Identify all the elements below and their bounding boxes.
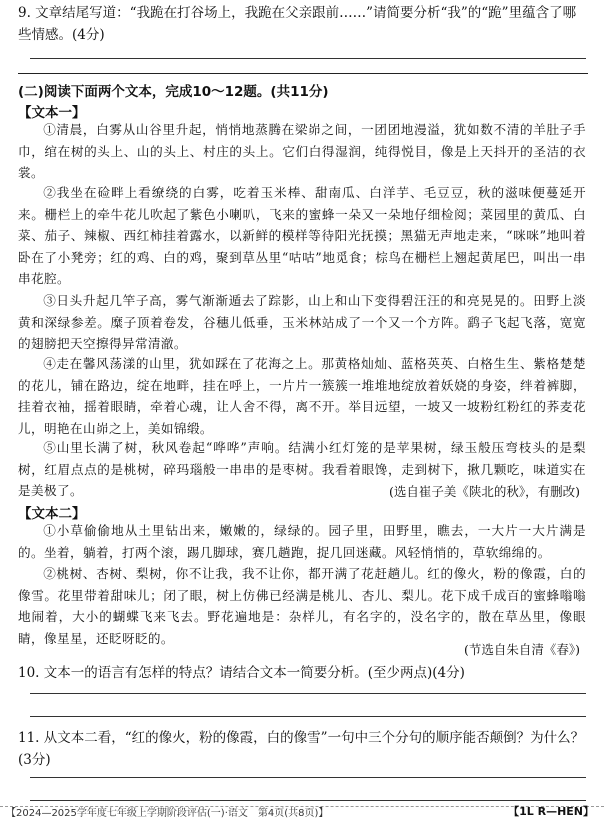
answer-line — [30, 716, 586, 717]
text-one-paragraph-1: ①清晨，白雾从山谷里升起，悄悄地蒸腾在梁峁之间，一团团地漫溢，犹如数不清的羊肚子手巾，绾在树的头上、山的头上、村庄的头上。它们白得湿润，纯得悦目，像是上天抖开的圣洁的衣裳。 — [18, 122, 586, 180]
text-one-paragraph-4: ④走在馨风荡漾的山里，犹如踩在了花海之上。那黄格灿灿、蓝格英英、白格生生、紫格楚楚的花儿，铺在路边，绽在地畔，挂在呼上，一片片一簇簇一堆堆地绽放着妖娆的身姿，绊着裤脚，挂着衣袖，摇着眼睛，牵着心魂，让人舍不得，离不开。举目远望，一坡又一坡粉红粉红的荞麦花儿，明艳在山峁之上，美如锦缎。 — [18, 356, 586, 436]
text-two-paragraph-1: ①小草偷偷地从土里钻出来，嫩嫩的，绿绿的。园子里，田野里，瞧去，一大片一大片满是的。坐着，躺着，打两个滚，踢几脚球，赛几趟跑，捉几回迷藏。风轻悄悄的，草软绵绵的。 — [18, 523, 586, 560]
answer-line — [30, 800, 586, 801]
answer-line — [30, 693, 586, 694]
footer-info: 【2024—2025学年度七年级上学期阶段评估(一)·语文 第4页(共8页)】 — [6, 808, 329, 819]
footer-code: 【1L R—HEN】 — [508, 805, 594, 818]
answer-line — [30, 58, 586, 59]
text-one-paragraph-3: ③日头升起几竿子高，雾气渐渐遁去了踪影，山上和山下变得碧汪汪的和亮晃晃的。田野上淡黄和深绿参差。糜子顶着卷发，谷穗儿低垂，玉米林站成了一个又一个方阵。鹞子飞起飞落，宽宽的翅膀把天空擦得异常清澈。 — [18, 293, 586, 351]
text-two-label: 【文本二】 — [18, 506, 86, 522]
text-one-paragraph-5: ⑤山里长满了树，秋风卷起“哗哗”声响。结满小红灯笼的是苹果树，绿玉般压弯枝头的是梨树，红眉点点的是桃树，碎玛瑙般一串串的是枣树。我看着眼馋，走到树下，揪几颗吃，味道实在是美极了。 — [18, 440, 586, 498]
divider — [18, 73, 588, 74]
text-two-source: (节选自朱自清《春》) — [463, 642, 580, 657]
page-footer — [0, 806, 604, 817]
section-title: (二)阅读下面两个文本，完成10～12题。(共11分) — [18, 84, 329, 100]
answer-line — [30, 777, 586, 778]
text-one-source: (选自崔子美《陕北的秋》，有删改) — [388, 484, 580, 499]
text-two-paragraph-2: ②桃树、杏树、梨树，你不让我，我不让你，都开满了花赶趟儿。红的像火，粉的像霞，白的像雪。花里带着甜味儿；闭了眼，树上仿佛已经满是桃儿、杏儿、梨儿。花下成千成百的蜜蜂嗡嗡地闹着，大小的蝴蝶飞来飞去。野花遍地是：杂样儿，有名字的，没名字的，散在草丛里，像眼睛，像星星，还眨呀眨的。 — [18, 566, 586, 646]
text-one-paragraph-2: ②我坐在硷畔上看缭绕的白雾，吃着玉米棒、甜南瓜、白洋芋、毛豆豆，秋的滋味便蔓延开来。栅栏上的牵牛花儿吹起了紫色小喇叭，飞来的蜜蜂一朵又一朵地仔细检阅；菜园里的黄瓜、白菜、茄子、辣椒、西红柿挂着露水，以新鲜的模样等待阳光抚摸；黑猫无声地走来，“咪咪”地叫着卧在了小凳旁；红的鸡、白的鸡，聚到草丛里“咕咕”地觅食；棕鸟在栅栏上翘起黄尾巴，叫出一串串花腔。 — [18, 185, 586, 286]
question-11: 11. 从文本二看，“红的像火，粉的像霞，白的像雪”一句中三个分句的顺序能否颠倒？为什么？(3分) — [18, 730, 585, 768]
question-9: 9. 文章结尾写道：“我跪在打谷场上，我跪在父亲跟前……”请简要分析“我”的“跪”里蕴含了哪些情感。(4分) — [18, 5, 577, 43]
question-10: 10. 文本一的语言有怎样的特点？请结合文本一简要分析。(至少两点)(4分) — [18, 665, 465, 681]
text-one-label: 【文本一】 — [18, 105, 86, 121]
